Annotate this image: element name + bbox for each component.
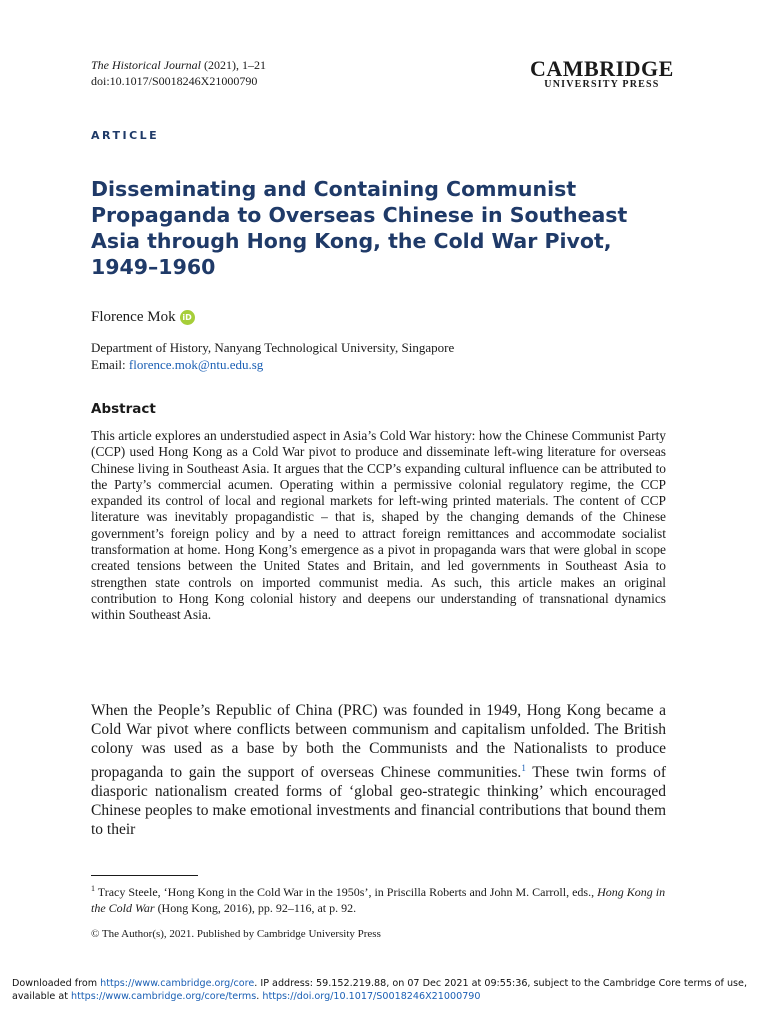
email-link[interactable]: florence.mok@ntu.edu.sg [128, 357, 264, 372]
core-link[interactable]: https://www.cambridge.org/core [100, 978, 255, 989]
body-text-part2: These twin forms of diasporic nationalism created forms of ‘global geo-strategic thinking’ which encouraged Chinese peoples to make emotional investments and financial contributions that bound them to their [91, 763, 667, 839]
email-label: Email: [91, 357, 126, 372]
download-notice [12, 977, 760, 1003]
doi-link[interactable]: https://doi.org/10.1017/S0018246X21000790 [262, 991, 481, 1002]
footnote-text-part1: Tracy Steele, ‘Hong Kong in the Cold War in the 1950s’, in Priscilla Roberts and John M. Carroll, eds., [95, 885, 598, 899]
copyright-notice: © The Author(s), 2021. Published by Cambridge University Press [91, 928, 381, 940]
footnote [91, 881, 666, 916]
body-paragraph [91, 701, 666, 840]
article-type-label: ARTICLE [91, 129, 160, 142]
journal-citation [91, 57, 266, 89]
download-sep: . [256, 991, 263, 1002]
journal-name: The Historical Journal [91, 58, 201, 72]
author-name: Florence Mok [91, 309, 176, 325]
journal-doi: doi:10.1017/S0018246X21000790 [91, 74, 258, 88]
article-title: Disseminating and Containing Communist Propaganda to Overseas Chinese in Southeast Asia through Hong Kong, the Cold War Pivot, 1949–1960 [91, 177, 628, 279]
abstract-text: This article explores an understudied aspect in Asia’s Cold War history: how the Chinese Communist Party (CCP) used Hong Kong as a Cold War pivot to produce and disseminate left-wing literature for overseas Chinese living in Southeast Asia. It argues that the CCP’s expanding cultural influence can be attributed to the Party’s commercial acumen. Operating within a permissive colonial regulatory regime, the CCP expanded its control of local and regional markets for left-wing printed materials. The content of CCP literature was inevitably propagandistic – that is, shaped by the changing demands of the Chinese government’s foreign policy and by a need to attract foreign remittances and accommodate socialist transformation at home. Hong Kong’s emergence as a pivot in propaganda wars that were global in scope created tensions between the United States and Britain, and led governments in Southeast Asia to strengthen state controls on imported communist media. As such, this article makes an original contribution to Hong Kong colonial history and deepens our understanding of transnational dynamics within Southeast Asia. [91, 428, 666, 623]
download-prefix: Downloaded from [12, 978, 101, 989]
footnote-reference[interactable]: 1 [521, 762, 526, 773]
orcid-icon[interactable]: iD [180, 310, 195, 325]
affiliation-block [91, 339, 454, 373]
download-middle: . IP address: 59.152.219.88, on 07 Dec 2021 at 09:55:36, subject to the Cambridge Core terms of use, available at [12, 978, 747, 1002]
footnote-divider [91, 875, 198, 876]
publisher-line1: CAMBRIDGE [530, 56, 674, 81]
terms-link[interactable]: https://www.cambridge.org/core/terms [71, 991, 257, 1002]
body-text-part1: When the People’s Republic of China (PRC) was founded in 1949, Hong Kong became a Cold War pivot where conflicts between communism and capitalism unfolded. The British colony was used as a base by both the Communists and the Nationalists to produce propaganda to gain the support of overseas Chinese communities. [91, 702, 666, 781]
publisher-logo [530, 58, 674, 91]
publisher-line2: UNIVERSITY PRESS [544, 79, 660, 90]
affiliation: Department of History, Nanyang Technological University, Singapore [91, 340, 455, 355]
footnote-number: 1 [91, 884, 95, 893]
author-line [91, 309, 195, 326]
footnote-text-part2: (Hong Kong, 2016), pp. 92–116, at p. 92. [154, 901, 357, 915]
footnote-book-title: Hong Kong in the Cold War [91, 885, 666, 915]
abstract-heading: Abstract [91, 401, 156, 417]
journal-year-pages: (2021), 1–21 [204, 58, 266, 72]
